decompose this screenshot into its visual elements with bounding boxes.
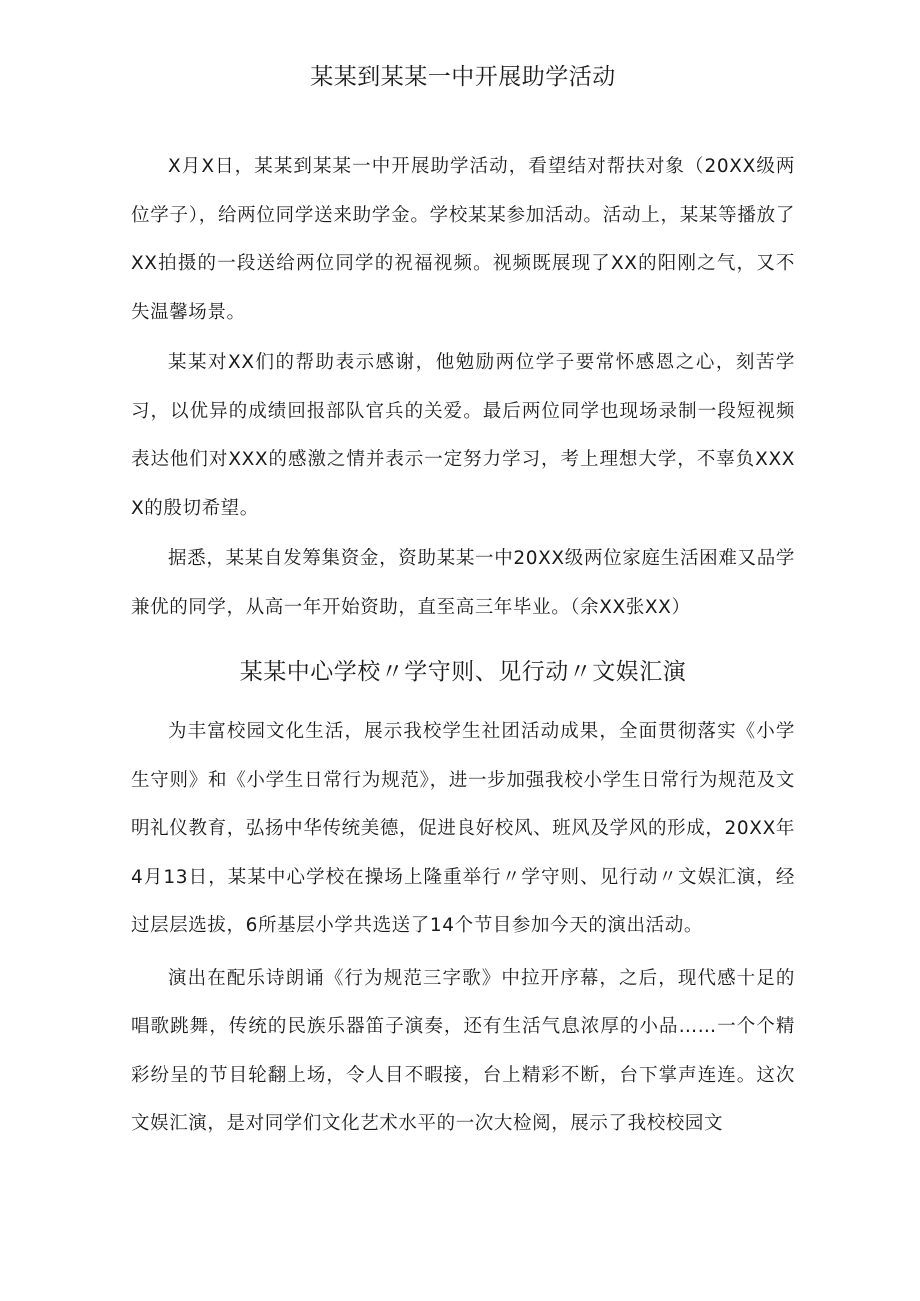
- article-student-aid: [131, 62, 795, 632]
- article-paragraph: 某某对XX们的帮助表示感谢，他勉励两位学子要常怀感恩之心，刻苦学习，以优异的成绩回报部队官兵的关爱。最后两位同学也现场录制一段短视频表达他们对XXX的感激之情并表示一定努力学习，考上理想大学，不辜负XXXX的殷切希望。: [131, 352, 795, 519]
- article-paragraph: 为丰富校园文化生活，展示我校学生社团活动成果，全面贯彻落实《小学生守则》和《小学生日常行为规范》，进一步加强我校小学生日常行为规范及文明礼仪教育，弘扬中华传统美德，促进良好校风、班风及学风的形成，20XX年4月13日，某某中心学校在操场上隆重举行〃学守则、见行动〃文娱汇演，经过层层选拔，6所基层小学共选送了14个节目参加今天的演出活动。: [131, 721, 795, 936]
- article-paragraph: 据悉，某某自发筹集资金，资助某某一中20XX级两位家庭生活困难又品学兼优的同学，从高一年开始资助，直至高三年毕业。（余XX张XX）: [131, 548, 795, 618]
- article-paragraph: X月X日，某某到某某一中开展助学活动，看望结对帮扶对象（20XX级两位学子），给两位同学送来助学金。学校某某参加活动。活动上，某某等播放了XX拍摄的一段送给两位同学的祝福视频。视频既展现了XX的阳刚之气，又不失温馨场景。: [131, 156, 795, 323]
- article-title: 某某到某某一中开展助学活动: [310, 64, 616, 90]
- article-title: 某某中心学校〃学守则、见行动〃文娱汇演: [239, 659, 687, 685]
- article-performance: [131, 657, 795, 1149]
- article-paragraph: 演出在配乐诗朗诵《行为规范三字歌》中拉开序幕，之后，现代感十足的唱歌跳舞，传统的民族乐器笛子演奏，还有生活气息浓厚的小品……一个个精彩纷呈的节目轮翻上场，令人目不暇接，台上精彩不断，台下掌声连连。这次文娱汇演，是对同学们文化艺术水平的一次大检阅，展示了我校校园文: [131, 967, 795, 1134]
